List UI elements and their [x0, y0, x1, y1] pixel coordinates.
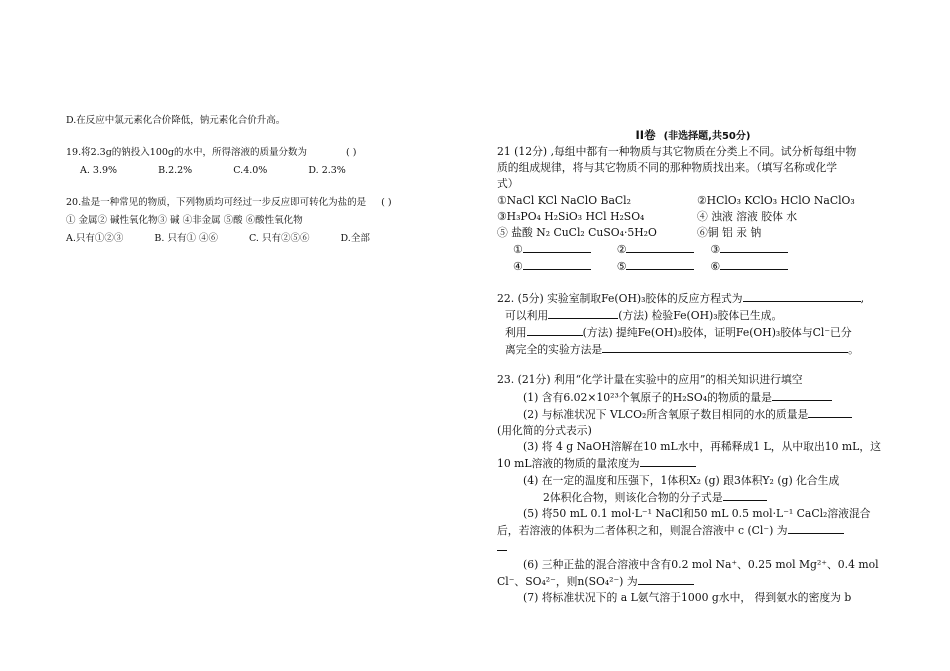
- q21-groups-row-1: [497, 193, 889, 209]
- q21-answer-3-blank[interactable]: [720, 241, 788, 253]
- q23-sub-3-blank[interactable]: [640, 455, 696, 467]
- q20-option-c: C. 只有②⑤⑥: [249, 233, 310, 244]
- q23-sub-1-blank[interactable]: [772, 389, 832, 401]
- q20-option-d: D.全部: [340, 233, 370, 244]
- q21-answer-6-blank[interactable]: [720, 258, 788, 270]
- q19-option-a: A. 3.9%: [80, 165, 118, 176]
- right-column: [497, 126, 889, 606]
- q22-line-2: [497, 307, 889, 324]
- q21-answer-2-label: ②: [616, 243, 627, 257]
- q20-option-a: A.只有①②③: [66, 233, 124, 244]
- q21-answer-3-label: ③: [710, 243, 721, 257]
- q23-sub-3: (3) 将 4 g NaOH溶解在10 mL水中，再稀释成1 L，从中取出10 mL，这: [523, 440, 881, 454]
- q21-line-2: 质的组成规律，将与其它物质不同的那种物质找出来。（填写名称或化学: [497, 161, 838, 175]
- q23-sub-6: (6) 三种正盐的混合溶液中含有0.2 mol Na⁺、0.25 mol Mg²⁺、0.4 mol: [523, 557, 879, 571]
- q22-line-1: [497, 290, 889, 307]
- q23-sub-1: (1) 含有6.02×10²³个氧原子的H₂SO₄的物质的量是: [497, 389, 889, 406]
- q23-sub-5: (5) 将50 mL 0.1 mol·L⁻¹ NaCl和50 mL 0.5 mol·L⁻¹ CaCl₂溶液混合: [523, 507, 871, 521]
- q23-sub-2-blank[interactable]: [808, 406, 852, 418]
- q22-line-4-a: 离完全的实验方法是: [505, 343, 603, 357]
- q23-sub-4-cont: 2体积化合物，则该化合物的分子式是: [497, 489, 889, 506]
- q18-option-d: D.在反应中氯元素化合价降低，钠元素化合价升高。: [66, 115, 286, 126]
- q21-group-2: ②HClO₃ KClO₃ HClO NaClO₃: [697, 193, 855, 207]
- q19-options: [66, 162, 466, 180]
- q22-stem: 22. (5分) 实验室制取Fe(OH)₃胶体的反应方程式为: [497, 291, 743, 305]
- q23-sub-6-blank[interactable]: [638, 573, 694, 585]
- q20-text: 20.盐是一种常见的物质，下列物质均可经过一步反应即可转化为盐的是: [66, 197, 367, 208]
- q21-group-1: ①NaCl KCl NaClO BaCl₂: [497, 193, 631, 207]
- q21-answer-1-blank[interactable]: [523, 241, 591, 253]
- q21-group-4: ④ 浊液 溶液 胶体 水: [697, 209, 798, 223]
- q23-sub-3-cont: 10 mL溶液的物质的量浓度为: [497, 455, 889, 472]
- q23-sub-2-note: (用化简的分式表示): [497, 424, 592, 438]
- q21-answer-6-label: ⑥: [710, 260, 721, 274]
- q21-groups-row-3: [497, 225, 889, 241]
- q21-line-1: 21 (12分) ,每组中都有一种物质与其它物质在分类上不同。试分析每组中物: [497, 145, 857, 158]
- q22-line-2-a: 可以利用: [505, 308, 549, 322]
- q21-group-6: ⑥铜 铝 汞 钠: [697, 226, 762, 240]
- q22-method-3-blank[interactable]: [602, 341, 848, 353]
- q22-method-2-blank[interactable]: [527, 324, 583, 336]
- q20-items: ① 金属② 碱性氧化物③ 碱 ④非金属 ⑤酸 ⑥酸性氧化物: [66, 215, 303, 226]
- q19-option-c: C.4.0%: [233, 165, 268, 176]
- section-title: [497, 126, 889, 144]
- q21-answer-5-blank[interactable]: [626, 258, 694, 270]
- q23-sub-4-blank[interactable]: [723, 489, 767, 501]
- q22-line-3-a: 利用: [505, 326, 527, 340]
- q22-line-3-b: (方法) 提纯Fe(OH)₃胶体，证明Fe(OH)₃胶体与Cl⁻已分: [582, 326, 852, 340]
- q23-sub-6-cont: Cl⁻、SO₄²⁻，则n(SO₄²⁻) 为: [497, 573, 889, 590]
- q19-stem: [66, 144, 466, 162]
- q21-answer-2-blank[interactable]: [626, 241, 694, 253]
- q19-answer-paren: ( ): [346, 147, 357, 158]
- q22-equation-blank[interactable]: [743, 290, 861, 302]
- q21-answer-5-label: ⑤: [616, 260, 627, 274]
- section-title-main: II卷: [635, 128, 656, 142]
- q22-line-1-end: ,: [860, 291, 865, 305]
- q21-groups-row-2: [497, 209, 889, 225]
- q20-stem: [66, 194, 466, 212]
- section-title-sub: (非选择题,共50分): [663, 131, 751, 142]
- q22-method-1-blank[interactable]: [548, 307, 618, 319]
- q20-answer-paren: ( ): [381, 197, 392, 208]
- q20-options: [66, 230, 466, 248]
- q21-group-3: ③H₃PO₄ H₂SiO₃ HCl H₂SO₄: [497, 209, 645, 223]
- q21-answer-4-blank[interactable]: [523, 258, 591, 270]
- q21-answer-1-label: ①: [513, 243, 523, 257]
- q23-sub-5-blank-tail[interactable]: [497, 539, 507, 551]
- q22-line-4: [497, 341, 889, 358]
- q20-option-b: B. 只有① ④⑥: [154, 233, 218, 244]
- q23-sub-2: (2) 与标准状况下 VLCO₂所含氧原子数目相同的水的质量是: [497, 406, 889, 423]
- q19-option-b: B.2.2%: [158, 165, 193, 176]
- q23-sub-7: (7) 将标准状况下的 a L氨气溶于1000 g水中， 得到氨水的密度为 b: [523, 591, 852, 605]
- q21-line-3: 式）: [497, 177, 519, 191]
- left-column: [66, 112, 466, 248]
- q23-sub-5-cont: 后，若溶液的体积为二者体积之和，则混合溶液中 c (Cl⁻) 为: [497, 522, 889, 539]
- q21-answers-row-1: [497, 241, 889, 258]
- q22-line-3: [497, 324, 889, 341]
- q21-answer-4-label: ④: [513, 260, 523, 274]
- q23-stem: 23. (21分) 利用“化学计量在实验中的应用”的相关知识进行填空: [497, 373, 803, 387]
- q22-line-2-b: (方法) 检验Fe(OH)₃胶体已生成。: [618, 308, 783, 322]
- q21-answers-row-2: [497, 258, 889, 275]
- q21-group-5: ⑤ 盐酸 N₂ CuCl₂ CuSO₄·5H₂O: [497, 226, 657, 240]
- q19-text: 19.将2.3g的钠投入100g的水中，所得溶液的质量分数为: [66, 147, 308, 158]
- q23-sub-4: (4) 在一定的温度和压强下，1体积X₂ (g) 跟3体积Y₂ (g) 化合生成: [523, 473, 840, 487]
- q23-sub-5-tail: [497, 539, 889, 556]
- q22-line-4-end: 。: [848, 343, 859, 357]
- q23-sub-5-blank[interactable]: [788, 522, 844, 534]
- q19-option-d: D. 2.3%: [308, 165, 346, 176]
